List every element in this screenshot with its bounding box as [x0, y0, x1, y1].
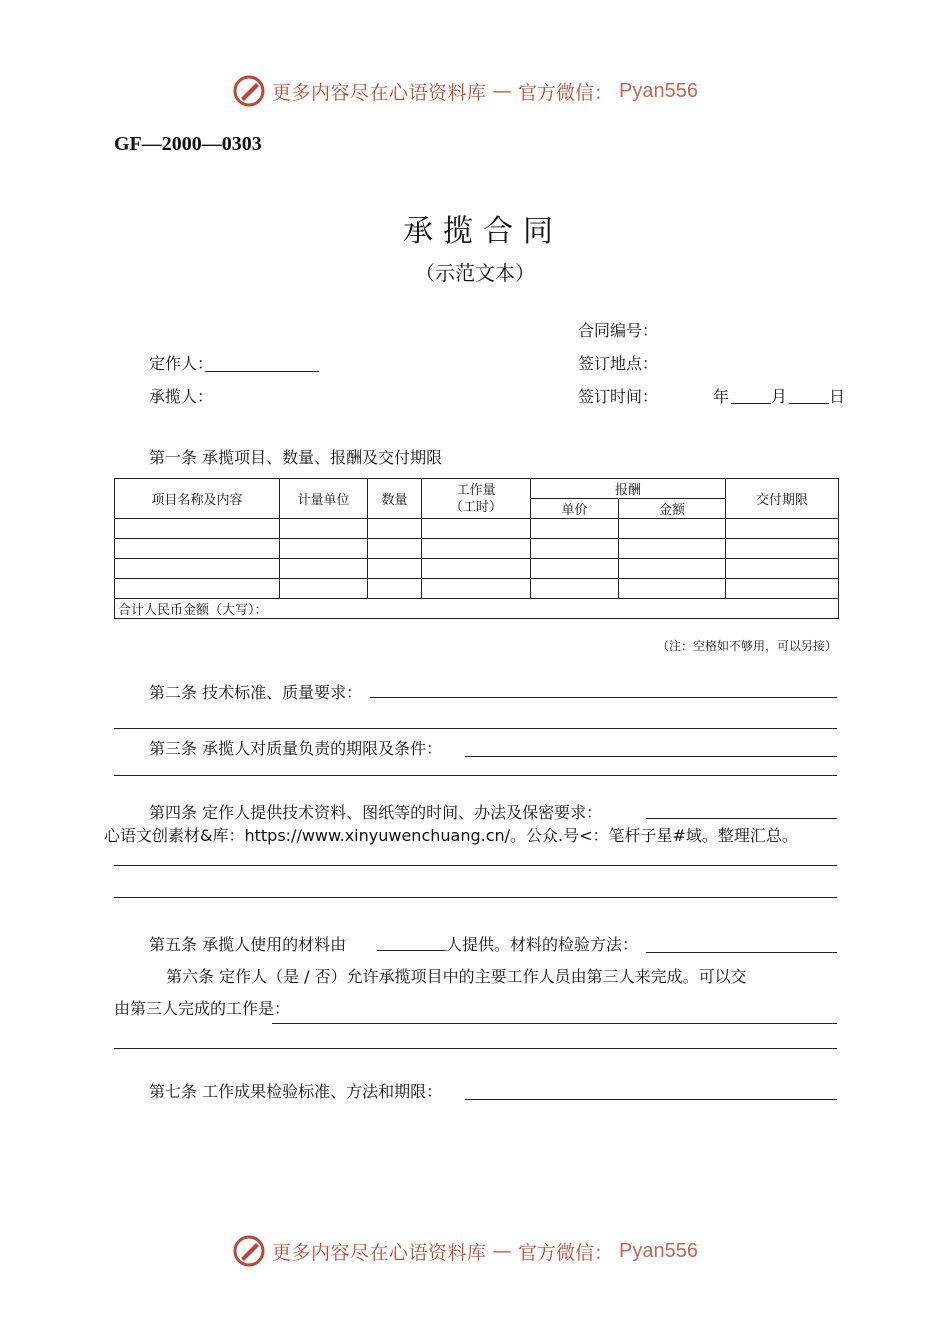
- table-row: [115, 559, 839, 579]
- quill-logo-icon: [232, 74, 266, 108]
- sign-year: 年: [713, 387, 730, 406]
- watermark-wechat-label: 官方微信：: [518, 81, 614, 104]
- contractor-label: 承揽人：: [149, 387, 214, 406]
- clause-6-line-1: 第六条 定作人（是 / 否）允许承揽项目中的主要工作人员由第三人来完成。可以交: [166, 967, 747, 986]
- header-qty: 数量: [368, 479, 422, 519]
- clause-5-b: 人提供。材料的检验方法：: [446, 935, 639, 954]
- table-row: [115, 539, 839, 559]
- header-deadline: 交付期限: [726, 479, 839, 519]
- clause-3: 第三条 承揽人对质量负责的期限及条件：: [149, 739, 443, 758]
- header-unit: 计量单位: [280, 479, 368, 519]
- header-workload: [422, 479, 531, 519]
- table-note: （注：空格如不够用，可以另接）: [656, 639, 837, 653]
- sign-month: 月: [771, 387, 788, 406]
- doc-subtitle: （示范文本）: [415, 261, 535, 285]
- watermark-wechat-id: Pyan556: [619, 1239, 698, 1262]
- watermark-brand: 更多内容尽在心语资料库: [272, 81, 487, 104]
- table-row: [115, 579, 839, 599]
- table-row: [115, 519, 839, 539]
- clause-4: 第四条 定作人提供技术资料、图纸等的时间、办法及保密要求：: [149, 803, 603, 822]
- watermark-wechat-label: 官方微信：: [518, 1241, 614, 1264]
- doc-title: 承揽合同: [403, 214, 563, 249]
- month-blank: [731, 403, 771, 404]
- doc-code: GF—2000—0303: [114, 133, 262, 155]
- sign-time-label: 签订时间：: [578, 387, 659, 406]
- header-amount: 金额: [619, 499, 726, 519]
- header-pay: 报酬: [531, 479, 726, 499]
- table-total-row: 合计人民币金额（大写）：: [115, 599, 839, 619]
- clause-7-blank: [465, 1099, 837, 1100]
- clause-5-blank: [646, 952, 837, 953]
- header-item: 项目名称及内容: [115, 479, 280, 519]
- contract-no-label: 合同编号：: [578, 321, 659, 340]
- clause-2: 第二条 技术标准、质量要求：: [149, 683, 363, 702]
- clause-6-blank: [272, 1023, 837, 1024]
- header-workload-a: 工作量: [456, 482, 496, 498]
- clause-2-line: [114, 728, 837, 729]
- clause-4-line-1: [114, 865, 837, 866]
- clause-6-line: [114, 1048, 837, 1049]
- orderer-label: 定作人：: [149, 354, 214, 373]
- promo-line: 心语文创素材&库：https://www.xinyuwenchuang.cn/。公众.号<：笔杆子星#域。整理汇总。: [104, 826, 798, 845]
- quill-logo-icon: [232, 1234, 266, 1268]
- clause-2-blank: [370, 697, 837, 698]
- clause-3-line: [114, 775, 837, 776]
- watermark-dash: —: [492, 80, 513, 102]
- watermark-bottom: [232, 1234, 698, 1268]
- sign-day: 日: [829, 387, 846, 406]
- day-blank: [789, 403, 829, 404]
- sign-place-label: 签订地点：: [578, 354, 659, 373]
- clause-7: 第七条 工作成果检验标准、方法和期限：: [149, 1082, 443, 1101]
- watermark-brand: 更多内容尽在心语资料库: [272, 1241, 487, 1264]
- clause-5-a: 第五条 承揽人使用的材料由: [149, 935, 347, 954]
- clause-5-material-blank: [377, 950, 446, 951]
- watermark-top: [232, 74, 698, 108]
- items-table: [114, 478, 839, 619]
- clause-4-line-2: [114, 897, 837, 898]
- watermark-wechat-id: Pyan556: [619, 79, 698, 102]
- clause-1-heading: 第一条 承揽项目、数量、报酬及交付期限: [149, 448, 443, 467]
- clause-6-line-2: 由第三人完成的工作是：: [114, 999, 291, 1018]
- orderer-blank: [205, 371, 319, 372]
- clause-3-blank: [465, 756, 837, 757]
- watermark-dash: —: [492, 1240, 513, 1262]
- header-workload-b: （工时）: [449, 499, 502, 515]
- clause-4-blank: [646, 818, 837, 819]
- header-price: 单价: [531, 499, 619, 519]
